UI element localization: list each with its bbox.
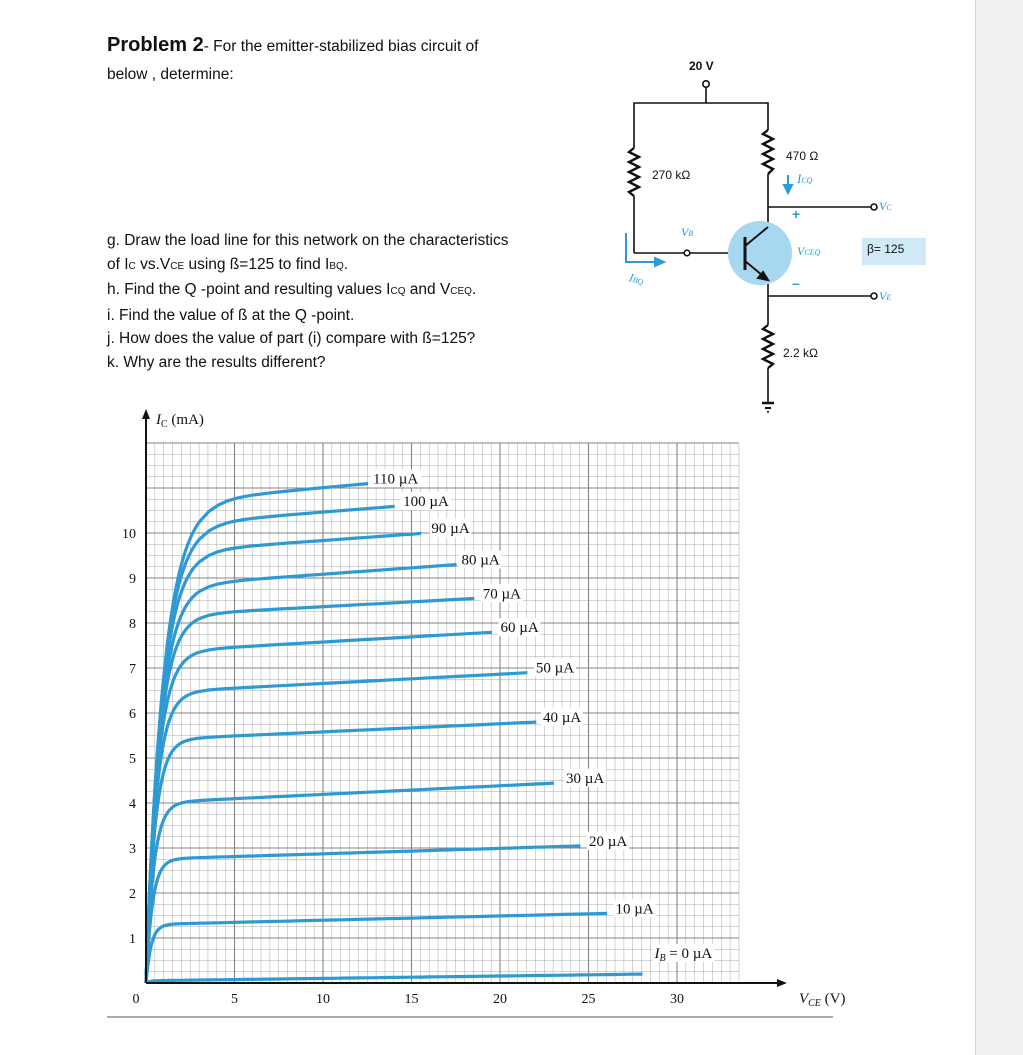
icq-label: ICQ — [797, 171, 813, 186]
x-tick-label: 25 — [581, 992, 596, 1007]
x-tick-label: 10 — [316, 992, 330, 1007]
x-tick-label: 20 — [493, 992, 507, 1007]
question-k: k. Why are the results different? — [107, 353, 326, 371]
question-i: i. Find the value of ß at the Q -point. — [107, 306, 355, 324]
question-g: g. Draw the load line for this network on the characteristics — [107, 232, 509, 249]
y-tick-label: 9 — [129, 572, 136, 587]
ve-label: VE — [879, 289, 892, 303]
x-axis-title: $V_{CE}$ (V) — [798, 991, 846, 1009]
series-label-90ua: 90 µA — [431, 521, 470, 537]
series-label-40ua: 40 µA — [542, 710, 582, 726]
series-label-10ua: 10 µA — [615, 901, 654, 918]
series-label-60ua: 60 µA — [500, 620, 539, 636]
series-label-20ua: 20 µA — [588, 833, 628, 850]
y-tick-label: 2 — [129, 887, 136, 902]
rc-label: 470 Ω — [786, 149, 819, 163]
problem-intro-line2: below , determine: — [107, 66, 234, 83]
curve-ib-30ua — [146, 783, 554, 983]
series-label-70ua: 70 µA — [482, 586, 521, 603]
series-label-110ua: 110 µA — [373, 471, 419, 488]
x-tick-label: 0 — [132, 992, 140, 1007]
y-tick-label: 7 — [129, 662, 136, 677]
y-axis-title: $I_C$ (mA) — [156, 412, 204, 430]
x-tick-label: 15 — [404, 992, 419, 1007]
curve-ib-50ua — [146, 673, 527, 983]
series-label-ib0: $I_B = 0$ µA — [654, 946, 713, 964]
x-tick-label: 5 — [231, 992, 238, 1007]
y-tick-label: 1 — [129, 932, 136, 947]
series-label-100ua: 100 µA — [403, 494, 449, 510]
vceq-label: VCEQ — [797, 244, 821, 258]
ibq-label: IBQ — [627, 270, 645, 287]
y-tick-label: 3 — [129, 842, 136, 857]
y-axis-arrow — [142, 409, 150, 419]
question-g-cont: of IC vs.VCE using ß=125 to find IBQ. — [107, 255, 349, 273]
series-label-30ua: 30 µA — [565, 770, 605, 787]
curve-ib-110ua — [146, 484, 368, 983]
x-axis-arrow — [777, 979, 787, 987]
beta-label: β= 125 — [867, 242, 905, 256]
question-j: j. How does the value of part (i) compare with ß=125? — [107, 330, 476, 347]
minus-sign: – — [792, 275, 800, 291]
supply-label: 20 V — [689, 59, 714, 73]
problem-intro: - For the emitter-stabilized bias circuit of — [203, 38, 479, 55]
plus-sign: + — [792, 206, 801, 222]
series-label-50ua: 50 µA — [535, 660, 575, 677]
curve-ib-10ua — [146, 913, 607, 983]
vb-label: VB — [681, 225, 694, 239]
curve-ib-0ua — [146, 974, 643, 983]
x-tick-label: 30 — [670, 992, 684, 1007]
vc-label: VC — [879, 199, 892, 213]
question-h: h. Find the Q -point and resulting values ICQ and VCEQ. — [107, 281, 477, 298]
y-tick-label: 4 — [129, 797, 136, 812]
y-tick-label: 6 — [129, 707, 136, 722]
problem-label: Problem 2 — [107, 34, 204, 56]
y-tick-label: 8 — [129, 617, 136, 632]
y-tick-label: 10 — [122, 527, 136, 542]
re-label: 2.2 kΩ — [783, 346, 818, 360]
series-label-80ua: 80 µA — [461, 552, 500, 569]
y-tick-label: 5 — [129, 752, 136, 767]
rb-label: 270 kΩ — [652, 168, 691, 182]
